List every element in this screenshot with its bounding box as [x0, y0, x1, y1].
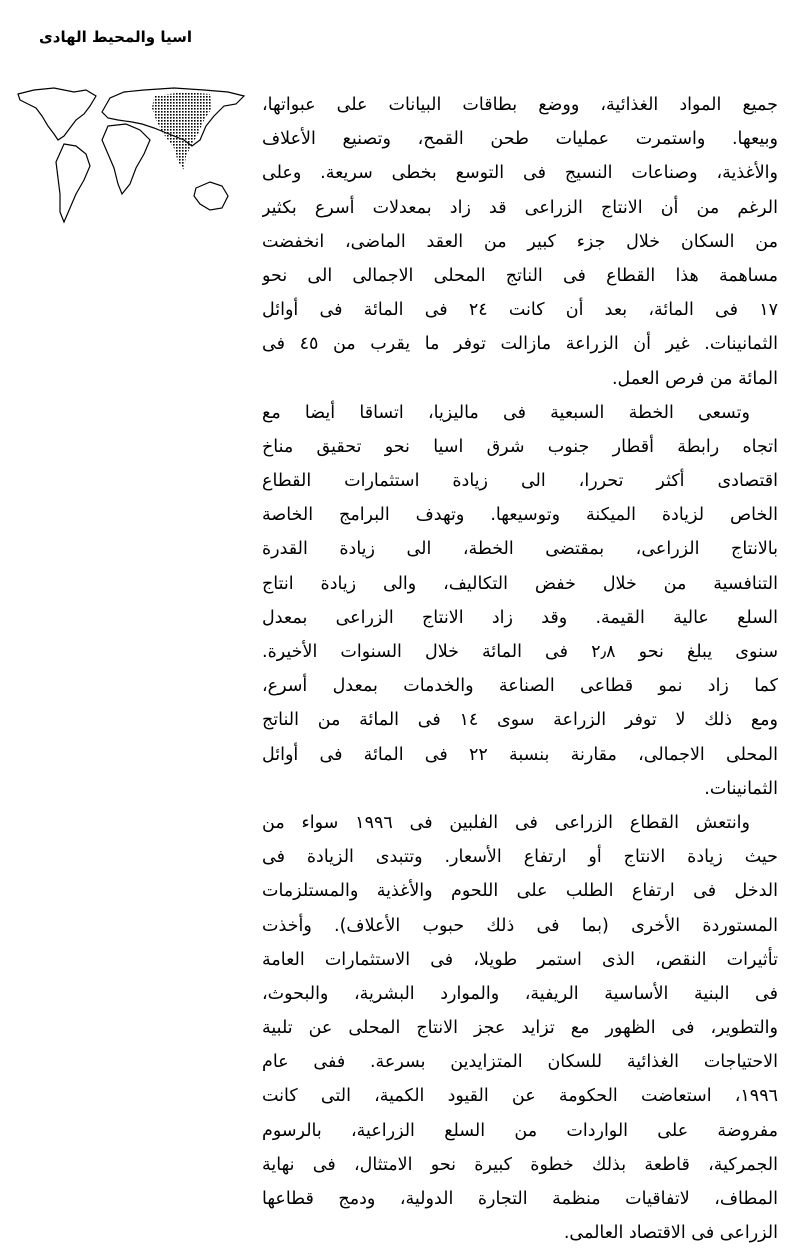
text-line: التنافسية من خلال خفض التكاليف، والى زيادة انتاج — [262, 573, 778, 594]
text-line: ١٩٩٦، استعاضت الحكومة عن القيود الكمية، التى كانت — [262, 1086, 778, 1107]
article-body — [262, 88, 778, 1250]
text-line: مساهمة هذا القطاع فى الناتج المحلى الاجمالى الى نحو — [262, 265, 778, 286]
text-line: وانتعش القطاع الزراعى فى الفلبين فى ١٩٩٦ سواء من — [262, 812, 750, 833]
australia-shape — [194, 182, 228, 210]
text-line: الثمانينات. غير أن الزراعة مازالت توفر ما يقرب من ٤٥ فى — [262, 334, 778, 355]
text-line: والأغذية، وصناعات النسيج فى التوسع بخطى سريعة. وعلى — [262, 163, 778, 184]
text-line: من السكان خلال جزء كبير من العقد الماضى، انخفضت — [262, 231, 778, 252]
text-line: بالانتاج الزراعى، بمقتضى الخطة، الى زيادة القدرة — [262, 539, 778, 560]
text-line: مفروضة على الواردات من السلع الزراعية، بالرسوم — [262, 1120, 778, 1141]
north-america-shape — [18, 88, 96, 140]
africa-shape — [102, 124, 150, 194]
text-line: الجمركية، قاطعة بذلك خطوة كبيرة نحو الامتثال، فى نهاية — [262, 1154, 778, 1175]
text-line: وتسعى الخطة السبعية فى ماليزيا، اتساقا أيضا مع — [262, 402, 750, 423]
text-line: اقتصادى أكثر تحررا، الى زيادة استثمارات القطاع — [262, 471, 778, 492]
text-line: جميع المواد الغذائية، ووضع بطاقات البيانات على عبواتها، — [262, 95, 778, 115]
text-line: تأثيرات النقص، الذى استمر طويلا، فى الاستثمارات العامة — [262, 949, 778, 970]
text-line: المطاف، لاتفاقيات منظمة التجارة الدولية، ودمج قطاعها — [262, 1189, 778, 1209]
text-line: الزراعى فى الاقتصاد العالمى. — [563, 1223, 778, 1244]
text-line: الدخل فى ارتفاع الطلب على اللحوم والأغذية والمستلزمات — [262, 881, 778, 902]
text-line: وبيعها. واستمرت عمليات طحن القمح، وتصنيع الأعلاف — [262, 129, 778, 150]
text-line: فى البنية الأساسية الريفية، والموارد البشرية، والبحوث، — [262, 983, 778, 1004]
text-line: الخاص لزيادة الميكنة وتوسيعها. وتهدف البرامج الخاصة — [262, 505, 778, 526]
text-line: المحلى الاجمالى، مقارنة بنسبة ٢٢ فى المائة فى أوائل — [262, 744, 778, 765]
text-line: السلع عالية القيمة. وقد زاد الانتاج الزراعى بمعدل — [262, 607, 778, 628]
south-america-shape — [56, 144, 90, 222]
text-line: حيث زيادة الانتاج أو ارتفاع الأسعار. وتتبدى الزيادة فى — [262, 847, 778, 868]
text-line: الثمانينات. — [704, 778, 778, 799]
text-line: كما زاد نمو قطاعى الصناعة والخدمات بمعدل أسرع، — [262, 676, 778, 697]
text-line: ومع ذلك لا توفر الزراعة سوى ١٤ فى المائة من الناتج — [262, 710, 778, 731]
text-line: ١٧ فى المائة، بعد أن كانت ٢٤ فى المائة فى أوائل — [262, 300, 778, 321]
text-line: المستوردة الأخرى (بما فى ذلك حبوب الأعلاف). وأخذت — [262, 915, 778, 936]
world-map-icon — [14, 84, 246, 228]
text-line: اتجاه رابطة أقطار جنوب شرق اسيا نحو تحقيق مناخ — [262, 436, 778, 457]
text-line: الرغم من أن الانتاج الزراعى قد زاد بمعدلات أسرع بكثير — [262, 197, 778, 218]
text-line: والتطوير، فى الظهور مع تزايد عجز الانتاج المحلى عن تلبية — [262, 1018, 778, 1039]
text-line: الاحتياجات الغذائية للسكان المتزايدين بسرعة. ففى عام — [262, 1052, 778, 1073]
text-line: المائة من فرص العمل. — [611, 368, 778, 389]
running-header: اسيا والمحيط الهادى — [39, 28, 192, 46]
text-line: سنوى يبلغ نحو ٢٫٨ فى المائة خلال السنوات الأخيرة. — [262, 642, 778, 662]
